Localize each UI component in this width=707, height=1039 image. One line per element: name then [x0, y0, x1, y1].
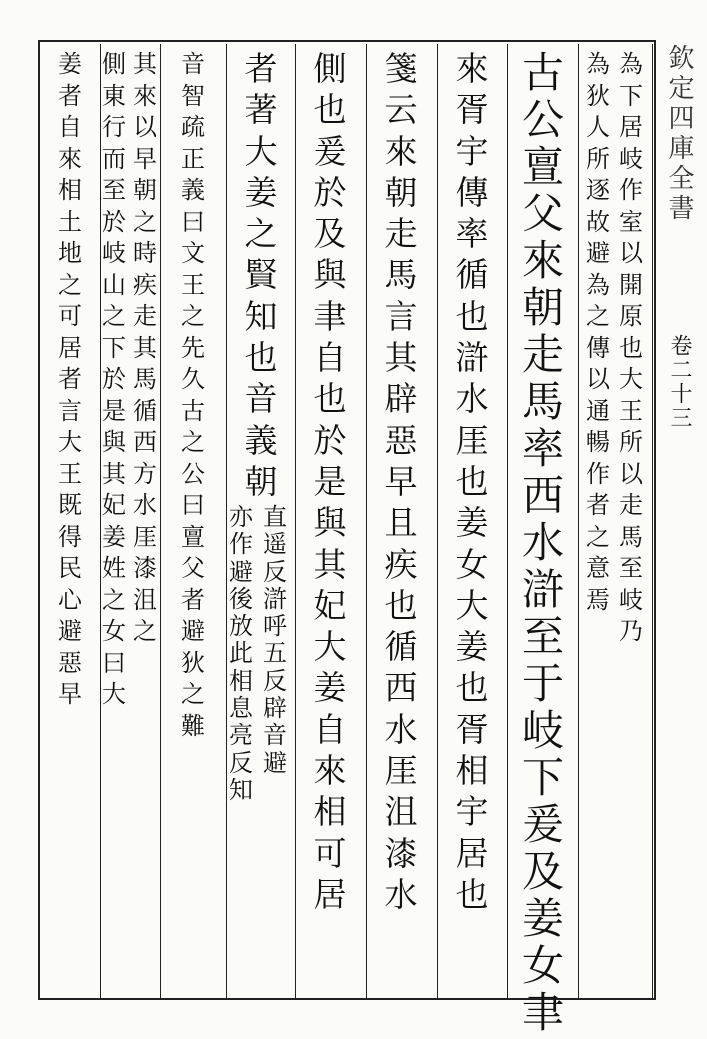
glyph: 循 — [384, 627, 418, 667]
glyph: 早 — [384, 461, 418, 501]
glyph: 胥 — [455, 709, 489, 749]
glyph: 西 — [133, 428, 157, 456]
glyph: 其 — [102, 459, 126, 488]
glyph: 音 — [244, 379, 278, 419]
glyph: 相 — [58, 176, 82, 204]
glyph: 與 — [313, 503, 347, 543]
glyph: 者 — [586, 491, 610, 519]
glyph: 而 — [102, 144, 126, 173]
glyph: 言 — [58, 396, 82, 425]
glyph: 其 — [313, 544, 347, 584]
glyph: 所 — [586, 144, 610, 173]
glyph: 疏 — [181, 113, 205, 141]
glyph: 朝 — [521, 283, 564, 332]
glyph: 來 — [521, 236, 564, 285]
glyph: 至 — [521, 612, 564, 661]
text-column-main — [509, 48, 577, 1039]
glyph: 水 — [521, 518, 564, 567]
glyph: 胥 — [455, 90, 489, 130]
glyph: 知 — [229, 775, 253, 804]
glyph: 久 — [181, 365, 205, 393]
glyph: 來 — [58, 144, 82, 173]
glyph: 大 — [102, 680, 126, 708]
glyph: 漆 — [384, 833, 418, 873]
glyph: 父 — [521, 189, 564, 238]
glyph: 居 — [455, 833, 489, 873]
margin-divider — [652, 44, 653, 1000]
glyph: 姜 — [58, 50, 82, 78]
glyph: 沮 — [133, 585, 157, 614]
glyph: 大 — [58, 428, 82, 456]
glyph: 循 — [133, 396, 157, 425]
glyph: 也 — [455, 874, 489, 914]
glyph: 大 — [313, 627, 347, 667]
glyph: 土 — [58, 207, 82, 236]
glyph: 五 — [263, 639, 287, 668]
glyph: 於 — [313, 420, 347, 460]
glyph: 爰 — [313, 131, 347, 171]
glyph: 之 — [586, 302, 610, 330]
glyph: 亶 — [521, 142, 564, 191]
glyph: 義 — [181, 176, 205, 204]
glyph: 來 — [455, 49, 489, 88]
glyph: 側 — [102, 50, 126, 78]
margin-strip — [654, 44, 704, 994]
glyph: 及 — [313, 214, 347, 254]
glyph: 其 — [133, 333, 157, 362]
glyph: 也 — [455, 668, 489, 708]
glyph: 難 — [181, 711, 205, 740]
glyph: 之 — [181, 428, 205, 456]
glyph: 云 — [384, 90, 418, 130]
glyph: 姓 — [102, 554, 126, 582]
column-rule — [578, 44, 579, 1000]
glyph: 放 — [229, 612, 253, 641]
glyph: 西 — [384, 668, 418, 708]
glyph: 是 — [102, 396, 126, 425]
glyph: 公 — [521, 95, 564, 144]
glyph: 焉 — [586, 585, 610, 614]
glyph: 聿 — [313, 296, 347, 336]
glyph: 西 — [521, 471, 564, 520]
glyph: 音 — [181, 50, 205, 78]
column-rule — [160, 44, 161, 1000]
glyph: 原 — [619, 302, 643, 330]
glyph: 者 — [58, 81, 82, 110]
glyph: 者 — [58, 365, 82, 393]
glyph: 於 — [313, 172, 347, 212]
glyph: 息 — [229, 694, 253, 723]
glyph: 辟 — [263, 694, 287, 723]
glyph: 著 — [244, 90, 278, 130]
glyph: 岐 — [521, 706, 564, 755]
glyph: 與 — [313, 255, 347, 295]
glyph: 智 — [181, 81, 205, 110]
glyph: 避 — [58, 617, 82, 645]
glyph: 狄 — [181, 648, 205, 677]
margin-title: 欽定四庫全書 — [664, 44, 694, 224]
glyph: 相 — [313, 792, 347, 832]
glyph: 走 — [384, 214, 418, 254]
glyph: 也 — [313, 90, 347, 130]
glyph: 行 — [102, 113, 126, 141]
glyph: 地 — [58, 239, 82, 267]
glyph: 者 — [181, 585, 205, 614]
glyph: 故 — [586, 207, 610, 236]
glyph: 厓 — [384, 751, 418, 791]
glyph: 箋 — [384, 49, 418, 88]
glyph: 與 — [102, 428, 126, 456]
text-column-shu — [130, 52, 160, 651]
glyph: 之 — [586, 522, 610, 551]
glyph: 宇 — [455, 792, 489, 832]
glyph: 妃 — [313, 585, 347, 625]
glyph: 之 — [58, 270, 82, 299]
glyph: 室 — [619, 207, 643, 236]
glyph: 以 — [619, 459, 643, 488]
glyph: 所 — [619, 428, 643, 456]
glyph: 亮 — [229, 721, 253, 750]
glyph: 心 — [58, 585, 82, 614]
glyph: 作 — [229, 530, 253, 559]
glyph: 率 — [455, 214, 489, 254]
glyph: 姜 — [521, 894, 564, 943]
glyph: 父 — [181, 554, 205, 582]
glyph: 曰 — [102, 648, 126, 677]
glyph: 馬 — [384, 255, 418, 295]
glyph: 為 — [586, 50, 610, 78]
glyph: 於 — [102, 365, 126, 393]
glyph: 東 — [102, 81, 126, 110]
glyph: 王 — [619, 396, 643, 425]
glyph: 自 — [313, 709, 347, 749]
glyph: 以 — [619, 239, 643, 267]
glyph: 相 — [455, 751, 489, 791]
glyph: 惡 — [384, 420, 418, 460]
glyph: 也 — [455, 296, 489, 336]
glyph: 通 — [586, 396, 610, 425]
glyph: 也 — [313, 379, 347, 419]
glyph: 水 — [455, 379, 489, 419]
glyph: 及 — [521, 847, 564, 896]
glyph: 走 — [133, 302, 157, 330]
glyph: 居 — [58, 333, 82, 362]
glyph: 先 — [181, 333, 205, 362]
glyph: 可 — [313, 833, 347, 873]
glyph: 可 — [58, 302, 82, 330]
glyph: 開 — [619, 270, 643, 299]
text-column-annotation — [612, 52, 650, 651]
glyph: 王 — [181, 270, 205, 299]
glyph: 疾 — [133, 270, 157, 299]
glyph: 朝 — [133, 176, 157, 204]
glyph: 相 — [229, 666, 253, 695]
glyph: 水 — [384, 874, 418, 914]
glyph: 得 — [58, 522, 82, 551]
text-column-shu — [42, 52, 98, 714]
glyph: 其 — [133, 50, 157, 78]
text-column-commentary — [368, 49, 434, 919]
glyph: 女 — [455, 544, 489, 584]
glyph: 其 — [384, 338, 418, 378]
glyph: 早 — [58, 680, 82, 708]
glyph: 滸 — [263, 584, 287, 613]
glyph: 公 — [181, 459, 205, 488]
column-rule — [437, 44, 438, 1000]
glyph: 姜 — [455, 627, 489, 667]
text-column-yinyi — [258, 505, 292, 778]
glyph: 側 — [313, 49, 347, 88]
glyph: 民 — [58, 554, 82, 582]
glyph: 岐 — [619, 144, 643, 173]
glyph: 惡 — [58, 648, 82, 677]
glyph: 馬 — [619, 522, 643, 551]
glyph: 朝 — [244, 461, 278, 501]
glyph: 乃 — [619, 617, 643, 645]
glyph: 馬 — [521, 377, 564, 426]
glyph: 暢 — [586, 428, 610, 456]
glyph: 以 — [133, 113, 157, 141]
glyph: 大 — [455, 585, 489, 625]
text-column-yinyi — [224, 505, 258, 805]
glyph: 漆 — [133, 554, 157, 582]
glyph: 音 — [263, 721, 287, 750]
glyph: 為 — [619, 50, 643, 78]
glyph: 走 — [619, 491, 643, 519]
glyph: 後 — [229, 584, 253, 613]
glyph: 之 — [102, 302, 126, 330]
glyph: 之 — [133, 617, 157, 645]
glyph: 下 — [619, 81, 643, 110]
text-column-annotation — [580, 52, 616, 619]
glyph: 大 — [244, 131, 278, 171]
glyph: 避 — [181, 617, 205, 645]
glyph: 以 — [586, 365, 610, 393]
glyph: 妃 — [102, 491, 126, 519]
glyph: 亶 — [181, 522, 205, 551]
glyph: 大 — [619, 365, 643, 393]
glyph: 作 — [619, 176, 643, 204]
glyph: 來 — [384, 131, 418, 171]
glyph: 避 — [586, 239, 610, 267]
glyph: 也 — [619, 333, 643, 362]
glyph: 岐 — [619, 585, 643, 614]
glyph: 循 — [455, 255, 489, 295]
glyph: 水 — [384, 709, 418, 749]
glyph: 自 — [313, 338, 347, 378]
glyph: 之 — [133, 207, 157, 236]
glyph: 作 — [586, 459, 610, 488]
glyph: 意 — [586, 554, 610, 582]
glyph: 知 — [244, 296, 278, 336]
glyph: 且 — [384, 503, 418, 543]
glyph: 時 — [133, 239, 157, 267]
glyph: 方 — [133, 459, 157, 488]
glyph: 宇 — [455, 131, 489, 171]
glyph: 賢 — [244, 255, 278, 295]
glyph: 正 — [181, 144, 205, 173]
glyph: 疾 — [384, 544, 418, 584]
glyph: 反 — [263, 557, 287, 586]
glyph: 馬 — [133, 365, 157, 393]
glyph: 厓 — [455, 420, 489, 460]
glyph: 之 — [181, 680, 205, 708]
text-column-commentary — [228, 49, 294, 506]
glyph: 至 — [619, 554, 643, 582]
glyph: 傳 — [586, 333, 610, 362]
glyph: 聿 — [521, 988, 564, 1037]
glyph: 姜 — [313, 668, 347, 708]
glyph: 反 — [229, 748, 253, 777]
glyph: 于 — [521, 659, 564, 708]
glyph: 曰 — [181, 207, 205, 236]
glyph: 直 — [263, 503, 287, 531]
margin-volume: 卷二十三 — [667, 334, 692, 430]
glyph: 女 — [102, 617, 126, 645]
glyph: 曰 — [181, 491, 205, 519]
glyph: 之 — [102, 585, 126, 614]
glyph: 亦 — [229, 503, 253, 531]
glyph: 古 — [181, 396, 205, 425]
glyph: 走 — [521, 330, 564, 379]
glyph: 於 — [102, 207, 126, 236]
glyph: 沮 — [384, 792, 418, 832]
glyph: 古 — [521, 48, 564, 97]
glyph: 岐 — [102, 239, 126, 267]
glyph: 也 — [244, 338, 278, 378]
glyph: 早 — [133, 144, 157, 173]
text-column-shu — [100, 52, 128, 714]
glyph: 為 — [586, 270, 610, 299]
glyph: 是 — [313, 461, 347, 501]
glyph: 逐 — [586, 176, 610, 204]
glyph: 之 — [181, 302, 205, 330]
glyph: 之 — [244, 214, 278, 254]
column-rule — [507, 44, 508, 1000]
column-rule — [295, 44, 296, 1000]
glyph: 人 — [586, 113, 610, 141]
glyph: 至 — [102, 176, 126, 204]
glyph: 自 — [58, 113, 82, 141]
text-column-commentary — [439, 49, 505, 919]
glyph: 王 — [58, 459, 82, 488]
glyph: 滸 — [521, 565, 564, 614]
glyph: 辟 — [384, 379, 418, 419]
text-column-shu — [162, 52, 224, 745]
glyph: 避 — [229, 557, 253, 586]
glyph: 文 — [181, 239, 205, 267]
text-column-commentary — [297, 49, 363, 919]
glyph: 厓 — [133, 522, 157, 551]
glyph: 來 — [133, 81, 157, 110]
glyph: 傳 — [455, 172, 489, 212]
glyph: 居 — [313, 874, 347, 914]
glyph: 來 — [313, 751, 347, 791]
glyph: 此 — [229, 639, 253, 668]
glyph: 率 — [521, 424, 564, 473]
glyph: 呼 — [263, 612, 287, 641]
column-rule — [366, 44, 367, 1000]
glyph: 也 — [384, 585, 418, 625]
glyph: 爰 — [521, 800, 564, 849]
glyph: 下 — [102, 333, 126, 362]
glyph: 姜 — [244, 172, 278, 212]
glyph: 女 — [521, 941, 564, 990]
glyph: 避 — [263, 748, 287, 777]
glyph: 狄 — [586, 81, 610, 110]
glyph: 遥 — [263, 530, 287, 559]
glyph: 既 — [58, 491, 82, 519]
glyph: 姜 — [455, 503, 489, 543]
glyph: 者 — [244, 49, 278, 88]
glyph: 居 — [619, 113, 643, 141]
glyph: 水 — [133, 491, 157, 519]
glyph: 也 — [455, 461, 489, 501]
glyph: 滸 — [455, 338, 489, 378]
glyph: 姜 — [102, 522, 126, 551]
glyph: 朝 — [384, 172, 418, 212]
glyph: 言 — [384, 296, 418, 336]
glyph: 義 — [244, 420, 278, 460]
glyph: 下 — [521, 753, 564, 802]
glyph: 反 — [263, 666, 287, 695]
glyph: 山 — [102, 270, 126, 299]
